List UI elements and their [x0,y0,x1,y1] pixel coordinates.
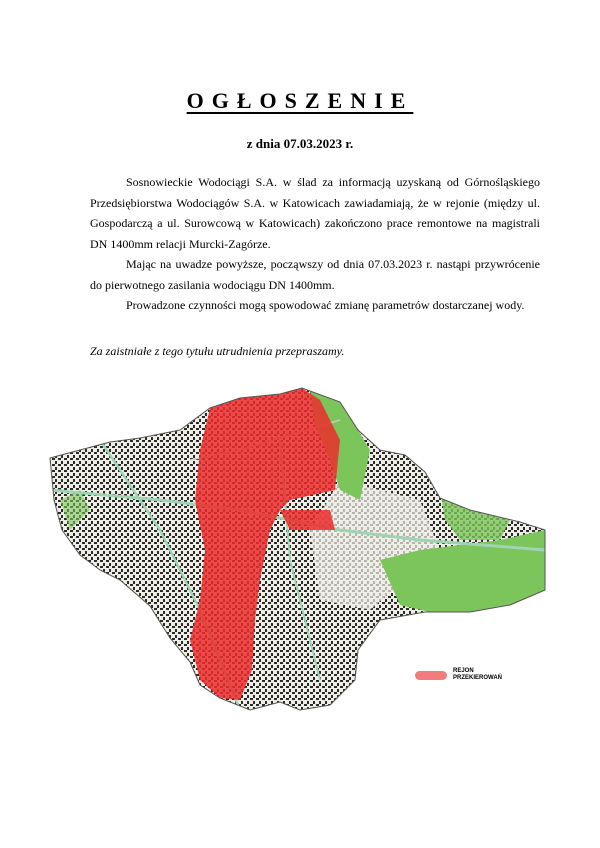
notice-title: OGŁOSZENIE [186,88,414,113]
apology-note: Za zaistniałe z tego tytułu utrudnienia przepraszamy. [90,344,345,358]
paragraph-2: Mając na uwadze powyższe, począwszy od dnia 07.03.2023 r. nastąpi przywrócenie do pierwotnego zasilania wodociągu DN 1400mm. [90,257,540,292]
paragraph-1: Sosnowieckie Wodociągi S.A. w ślad za informacją uzyskaną od Górnośląskiego Przedsiębiorstwa Wodociągów S.A. w Katowicach zawiadamiają, że w rejonie (między ul. Gospodarczą a ul. Surowcową w Katowicach) zakończono prace remontowe na magistrali DN 1400mm relacji Murcki-Zagórze. [90,175,540,251]
notice-date: z dnia 07.03.2023 r. [246,136,354,151]
notice-body [90,172,540,316]
legend-swatch [415,671,447,680]
legend-label: REJON PRZEKIEROWAŃ [453,668,503,681]
paragraph-3: Prowadzone czynności mogą spowodować zmianę parametrów dostarczanej wody. [126,298,525,312]
map-legend [415,668,513,682]
